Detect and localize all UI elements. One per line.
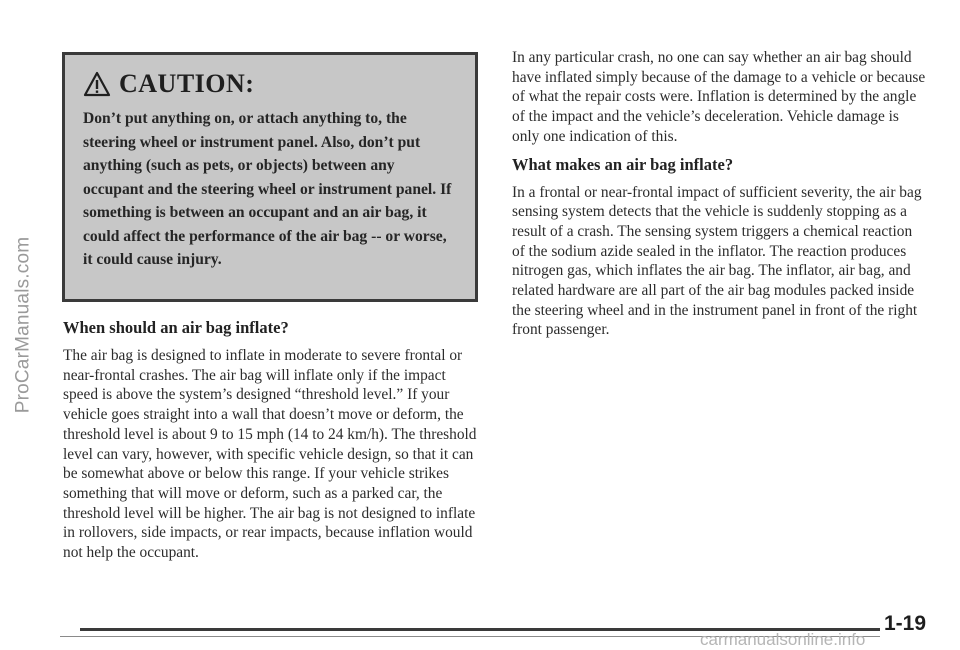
watermark-bottom: carmanualsonline.info [700, 630, 866, 649]
left-column [63, 318, 483, 571]
warning-triangle-icon [83, 71, 111, 97]
caution-title: CAUTION: [119, 69, 255, 98]
crash-intro-paragraph: In any particular crash, no one can say whether an air bag should have inflated simply because of the damage to a vehicle or because of what the repair costs were. Inflation is determined by the angle of the impact and the vehicle’s deceleration. Vehicle damage is only one indication of this. [512, 49, 926, 145]
what-makes-inflate-heading: What makes an air bag inflate? [512, 154, 734, 174]
what-makes-inflate-paragraph: In a frontal or near-frontal impact of sufficient severity, the air bag sensing system detects that the vehicle is suddenly stopping as a result of a crash. The sensing system triggers a chemical reaction of the sodium azide sealed in the inflator. The reaction produces nitrogen gas, which inflates the air bag. The inflator, air bag, and related hardware are all part of the air bag modules packed inside the steering wheel and in the instrument panel in front of the right front passenger. [512, 183, 922, 339]
right-column [512, 48, 928, 348]
watermark-left [6, 0, 40, 649]
caution-text: Don’t put anything on, or attach anything to, the steering wheel or instrument panel. Also, don’t put anything (such as pets, or objects) between any occupant and the steering wheel or instrument panel. If something is between an occupant and an air bag, it could affect the performance of the air bag -- or worse, it could cause injury. [83, 110, 452, 268]
watermark-left-text: ProCarManuals.com [12, 236, 34, 413]
caution-box [62, 52, 478, 302]
when-inflate-heading: When should an air bag inflate? [63, 318, 289, 337]
caution-header [83, 69, 459, 99]
page-number: 1-19 [884, 612, 927, 635]
when-inflate-paragraph: The air bag is designed to inflate in moderate to severe frontal or near-frontal crashes. The air bag will inflate only if the impact speed is above the system’s designed “threshold level.” If your vehicle goes straight into a wall that doesn’t move or deform, the threshold level is about 9 to 15 mph (14 to 24 km/h). The threshold level can vary, however, with specific vehicle design, so that it can be somewhat above or below this range. If your vehicle strikes something that will move or deform, such as a parked car, the threshold level will be higher. The air bag is not designed to inflate in rollovers, side impacts, or rear impacts, because inflation would not help the occupant. [63, 347, 477, 562]
